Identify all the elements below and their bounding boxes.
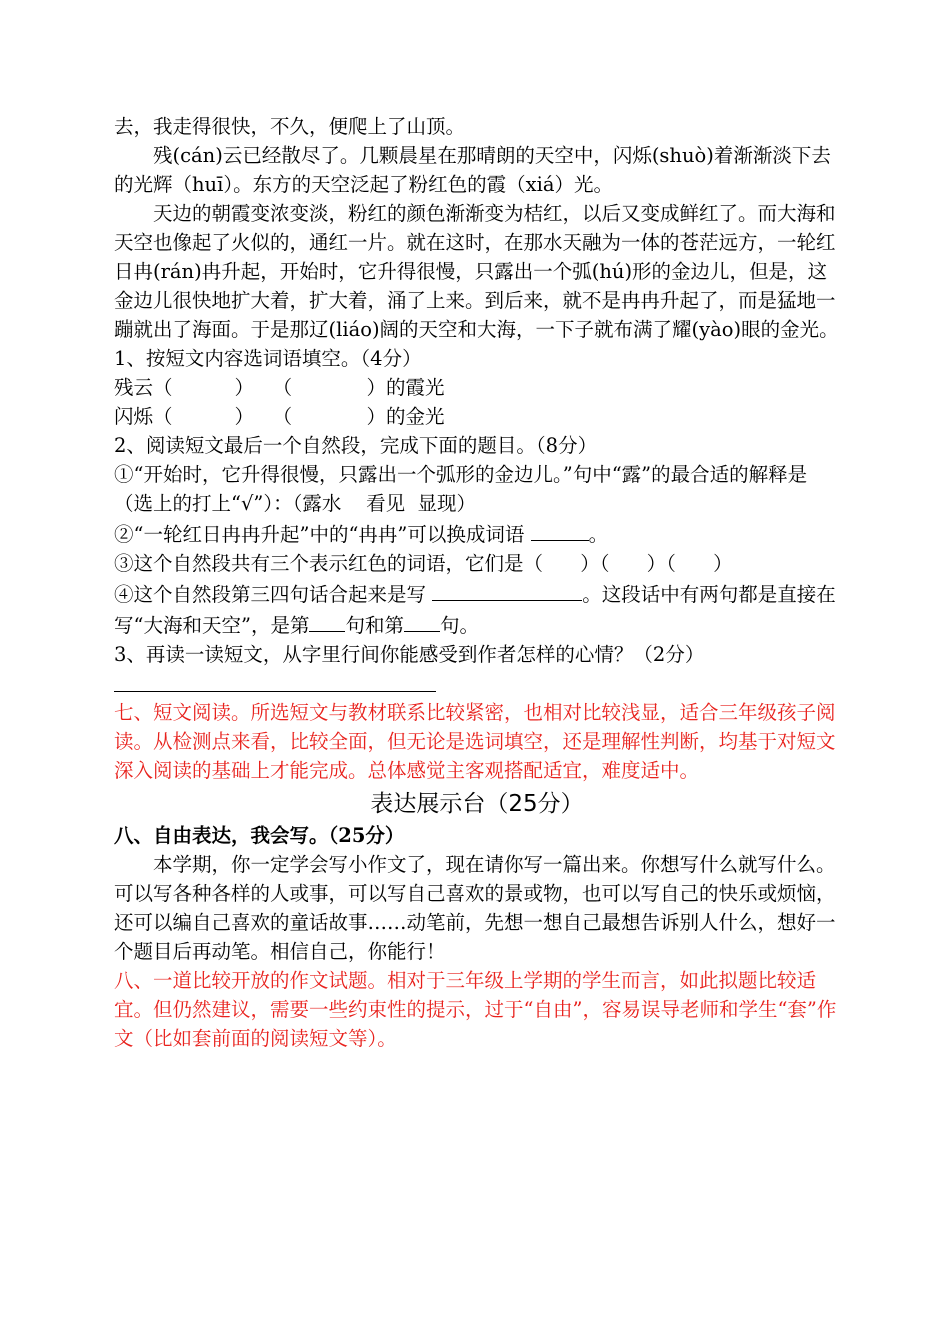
question-2-2-end: 。 <box>588 523 609 546</box>
question-2-3: ③这个自然段共有三个表示红色的词语，它们是（ ）（ ）（ ） <box>114 552 733 575</box>
question-2-4-end: 句。 <box>439 614 479 637</box>
answer-blank[interactable] <box>404 609 440 632</box>
question-1: 1、按短文内容选词语填空。（4分） <box>114 347 422 370</box>
question-2-4 <box>114 578 840 640</box>
question-2-2 <box>114 518 840 549</box>
question-1-row-2: 闪烁（ ） （ ）的金光 <box>114 405 445 428</box>
question-3: 3、再读一读短文，从字里行间你能感受到作者怎样的心情？（2分） <box>114 643 705 666</box>
question-8-heading: 八、自由表达，我会写。（25分） <box>114 824 405 847</box>
question-2-2-text: ②“一轮红日冉冉升起”中的“冉冉”可以换成词语 <box>114 523 525 546</box>
passage-paragraph-1: 残(cán)云已经散尽了。几颗晨星在那晴朗的天空中，闪烁(shuò)着渐渐淡下去的光辉（huī）。东方的天空泛起了粉红色的霞（xiá）光。 <box>114 144 831 196</box>
answer-line[interactable] <box>114 691 436 692</box>
question-8-body: 本学期，你一定学会写小作文了，现在请你写一篇出来。你想写什么就写什么。可以写各种各样的人或事，可以写自己喜欢的景或物，也可以写自己的快乐或烦恼，还可以编自己喜欢的童话故事……动笔前，先想一想自己最想告诉别人什么，想好一个题目后再动笔。相信自己，你能行！ <box>114 853 836 963</box>
comment-section-7: 七、短文阅读。所选短文与教材联系比较紧密，也相对比较浅显，适合三年级孩子阅读。从检测点来看，比较全面，但无论是选词填空，还是理解性判断，均基于对短文深入阅读的基础上才能完成。总体感觉主客观搭配适宜，难度适中。 <box>114 701 836 782</box>
section-title: 表达展示台（25分） <box>370 791 584 817</box>
passage-line: 去，我走得很快，不久，便爬上了山顶。 <box>114 115 466 138</box>
answer-blank[interactable] <box>309 609 345 632</box>
question-2-4-mid: 。这段话中有两句都是直接在写“大海和天空”，是第 <box>114 583 836 637</box>
passage-paragraph-2: 天边的朝霞变浓变淡，粉红的颜色渐渐变为桔红，以后又变成鲜红了。而大海和天空也像起了火似的，通红一片。就在这时，在那水天融为一体的苍茫远方，一轮红日冉(rán)冉升起，开始时，它升得很慢，只露出一个弧(hú)形的金边儿，但是，这金边儿很快地扩大着，扩大着，涌了上来。到后来，就不是冉冉升起了，而是猛地一蹦就出了海面。于是那辽(liáo)阔的天空和大海，一下子就布满了耀(yào)眼的金光。 <box>114 202 839 341</box>
question-2: 2、阅读短文最后一个自然段，完成下面的题目。（8分） <box>114 434 598 457</box>
answer-blank[interactable] <box>531 518 589 541</box>
question-2-4-text: ④这个自然段第三四句话合起来是写 <box>114 583 427 606</box>
comment-section-8: 八、一道比较开放的作文试题。相对于三年级上学期的学生而言，如此拟题比较适宜。但仍然建议，需要一些约束性的提示，过于“自由”，容易误导老师和学生“套”作文（比如套前面的阅读短文等）。 <box>114 969 837 1050</box>
question-1-row-1: 残云（ ） （ ）的霞光 <box>114 376 445 399</box>
document-page <box>114 112 840 1053</box>
question-2-4-mid2: 句和第 <box>345 614 404 637</box>
question-2-1: ①“开始时，它升得很慢，只露出一个弧形的金边儿。”句中“露”的最合适的解释是（选上的打上“√”）：（露水 看见 显现） <box>114 463 808 515</box>
answer-blank[interactable] <box>432 578 582 601</box>
